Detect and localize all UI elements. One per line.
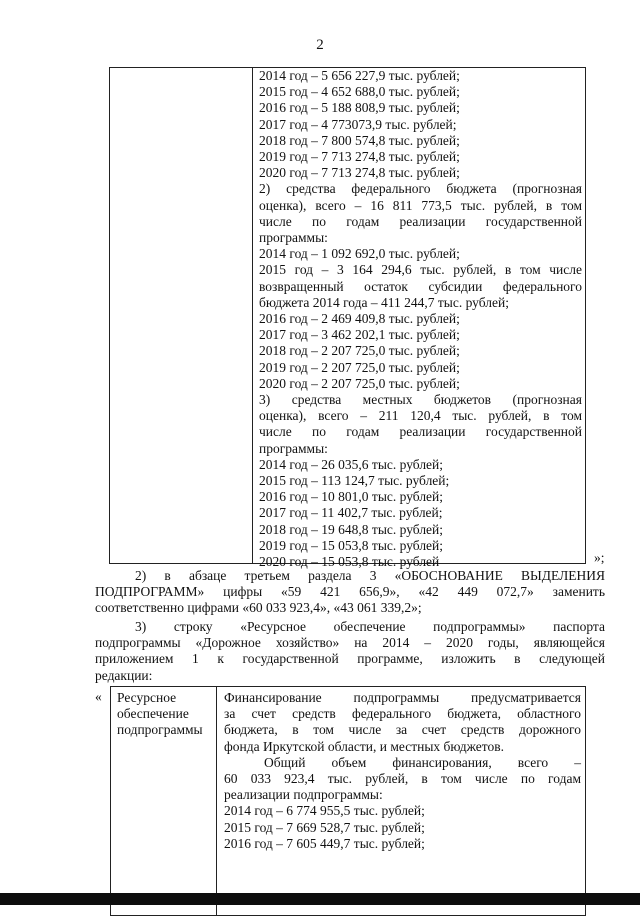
funding-line: 2014 год – 26 035,6 тыс. рублей; — [259, 456, 444, 472]
funding-line: 2020 год – 15 053,8 тыс. рублей — [259, 554, 440, 570]
funding-line: 2018 год – 19 648,8 тыс. рублей; — [259, 521, 444, 537]
funding-line: 2015 год – 3 164 294,6 тыс. рублей, в том числе — [259, 262, 582, 278]
paragraph-line: ПОДПРОГРАММ» цифры «59 421 656,9», «42 449 072,7» заменить — [95, 584, 605, 600]
funding-line: 2016 год – 10 801,0 тыс. рублей; — [259, 489, 444, 505]
funding-line: 2020 год – 7 713 274,8 тыс. рублей; — [259, 165, 460, 181]
paragraph-line: 3) строку «Ресурсное обеспечение подпрограммы» паспорта — [135, 619, 605, 634]
funding-line: 2017 год – 3 462 202,1 тыс. рублей; — [259, 327, 460, 343]
funding-line: возвращенный остаток субсидии федерального — [259, 278, 582, 294]
subprogram-resource-table — [110, 686, 586, 916]
paragraph-line: приложением 1 к государственной программе, изложить в следующей — [95, 651, 605, 667]
resource-content-cell — [224, 690, 581, 852]
funding-line: 2015 год – 113 124,7 тыс. рублей; — [259, 473, 450, 489]
funding-line: 2015 год – 4 652 688,0 тыс. рублей; — [259, 84, 460, 100]
funding-line: 2018 год – 7 800 574,8 тыс. рублей; — [259, 132, 460, 148]
funding-table-continuation — [109, 67, 586, 570]
closing-quote: »; — [594, 550, 605, 565]
table-column-divider — [252, 68, 253, 563]
content-line: Финансирование подпрограммы предусматривается — [224, 690, 581, 705]
table-column-divider — [216, 687, 217, 915]
paragraph-line: редакции: — [95, 667, 153, 683]
funding-line: 2014 год – 1 092 692,0 тыс. рублей; — [259, 246, 460, 262]
paragraph-line: 2) в абзаце третьем раздела 3 «ОБОСНОВАНИЕ ВЫДЕЛЕНИЯ — [135, 568, 605, 583]
funding-line: 2019 год – 2 207 725,0 тыс. рублей; — [259, 359, 460, 375]
content-line: 2015 год – 7 669 528,7 тыс. рублей; — [224, 819, 425, 835]
funding-line: 2020 год – 2 207 725,0 тыс. рублей; — [259, 375, 460, 391]
funding-line: 2019 год – 7 713 274,8 тыс. рублей; — [259, 149, 460, 165]
funding-line: 3) средства местных бюджетов (прогнозная — [259, 392, 582, 408]
funding-line: 2016 год – 2 469 409,8 тыс. рублей; — [259, 311, 460, 327]
funding-line: 2016 год – 5 188 808,9 тыс. рублей; — [259, 100, 460, 116]
funding-line: оценка), всего – 16 811 773,5 тыс. рублей, в том — [259, 197, 582, 213]
content-line: за счет средств федерального бюджета, областного — [224, 706, 581, 722]
content-line: 2014 год – 6 774 955,5 тыс. рублей; — [224, 803, 425, 819]
amendment-paragraph-3 — [95, 619, 605, 684]
funding-line: программы: — [259, 440, 328, 456]
funding-line: 2019 год – 15 053,8 тыс. рублей; — [259, 537, 444, 553]
funding-line: 2017 год – 11 402,7 тыс. рублей; — [259, 505, 443, 521]
funding-line: 2) средства федерального бюджета (прогнозная — [259, 181, 582, 197]
content-line: реализации подпрограммы: — [224, 787, 383, 803]
resource-label-cell — [117, 690, 213, 739]
page-number: 2 — [316, 37, 324, 53]
amendment-paragraph-2 — [95, 568, 605, 617]
paragraph-line: подпрограммы «Дорожное хозяйство» на 2014 – 2020 годы, являющейся — [95, 635, 605, 651]
funding-line: 2017 год – 4 773073,9 тыс. рублей; — [259, 116, 457, 132]
label-line: обеспечение — [117, 706, 189, 722]
scan-edge-bar — [0, 893, 640, 905]
content-line: бюджета, в том числе за счет средств дорожного — [224, 722, 581, 738]
paragraph-line: соответственно цифрами «60 033 923,4», «43 061 339,2»; — [95, 600, 422, 616]
label-line: Ресурсное — [117, 690, 177, 705]
content-line: Общий объем финансирования, всего – — [264, 754, 581, 770]
funding-line: 2014 год – 5 656 227,9 тыс. рублей; — [259, 68, 460, 83]
content-line: 2016 год – 7 605 449,7 тыс. рублей; — [224, 835, 425, 851]
opening-quote: « — [95, 689, 102, 704]
funding-line: бюджета 2014 года – 411 244,7 тыс. рублей; — [259, 294, 509, 310]
funding-line: числе по годам реализации государственной — [259, 213, 582, 229]
funding-line: программы: — [259, 230, 328, 246]
label-line: подпрограммы — [117, 722, 203, 738]
funding-line: 2018 год – 2 207 725,0 тыс. рублей; — [259, 343, 460, 359]
funding-line: числе по годам реализации государственной — [259, 424, 582, 440]
funding-cell — [259, 68, 582, 570]
content-line: фонда Иркутской области, и местных бюджетов. — [224, 738, 505, 754]
content-line: 60 033 923,4 тыс. рублей, в том числе по годам — [224, 771, 581, 787]
funding-line: оценка), всего – 211 120,4 тыс. рублей, в том — [259, 408, 582, 424]
